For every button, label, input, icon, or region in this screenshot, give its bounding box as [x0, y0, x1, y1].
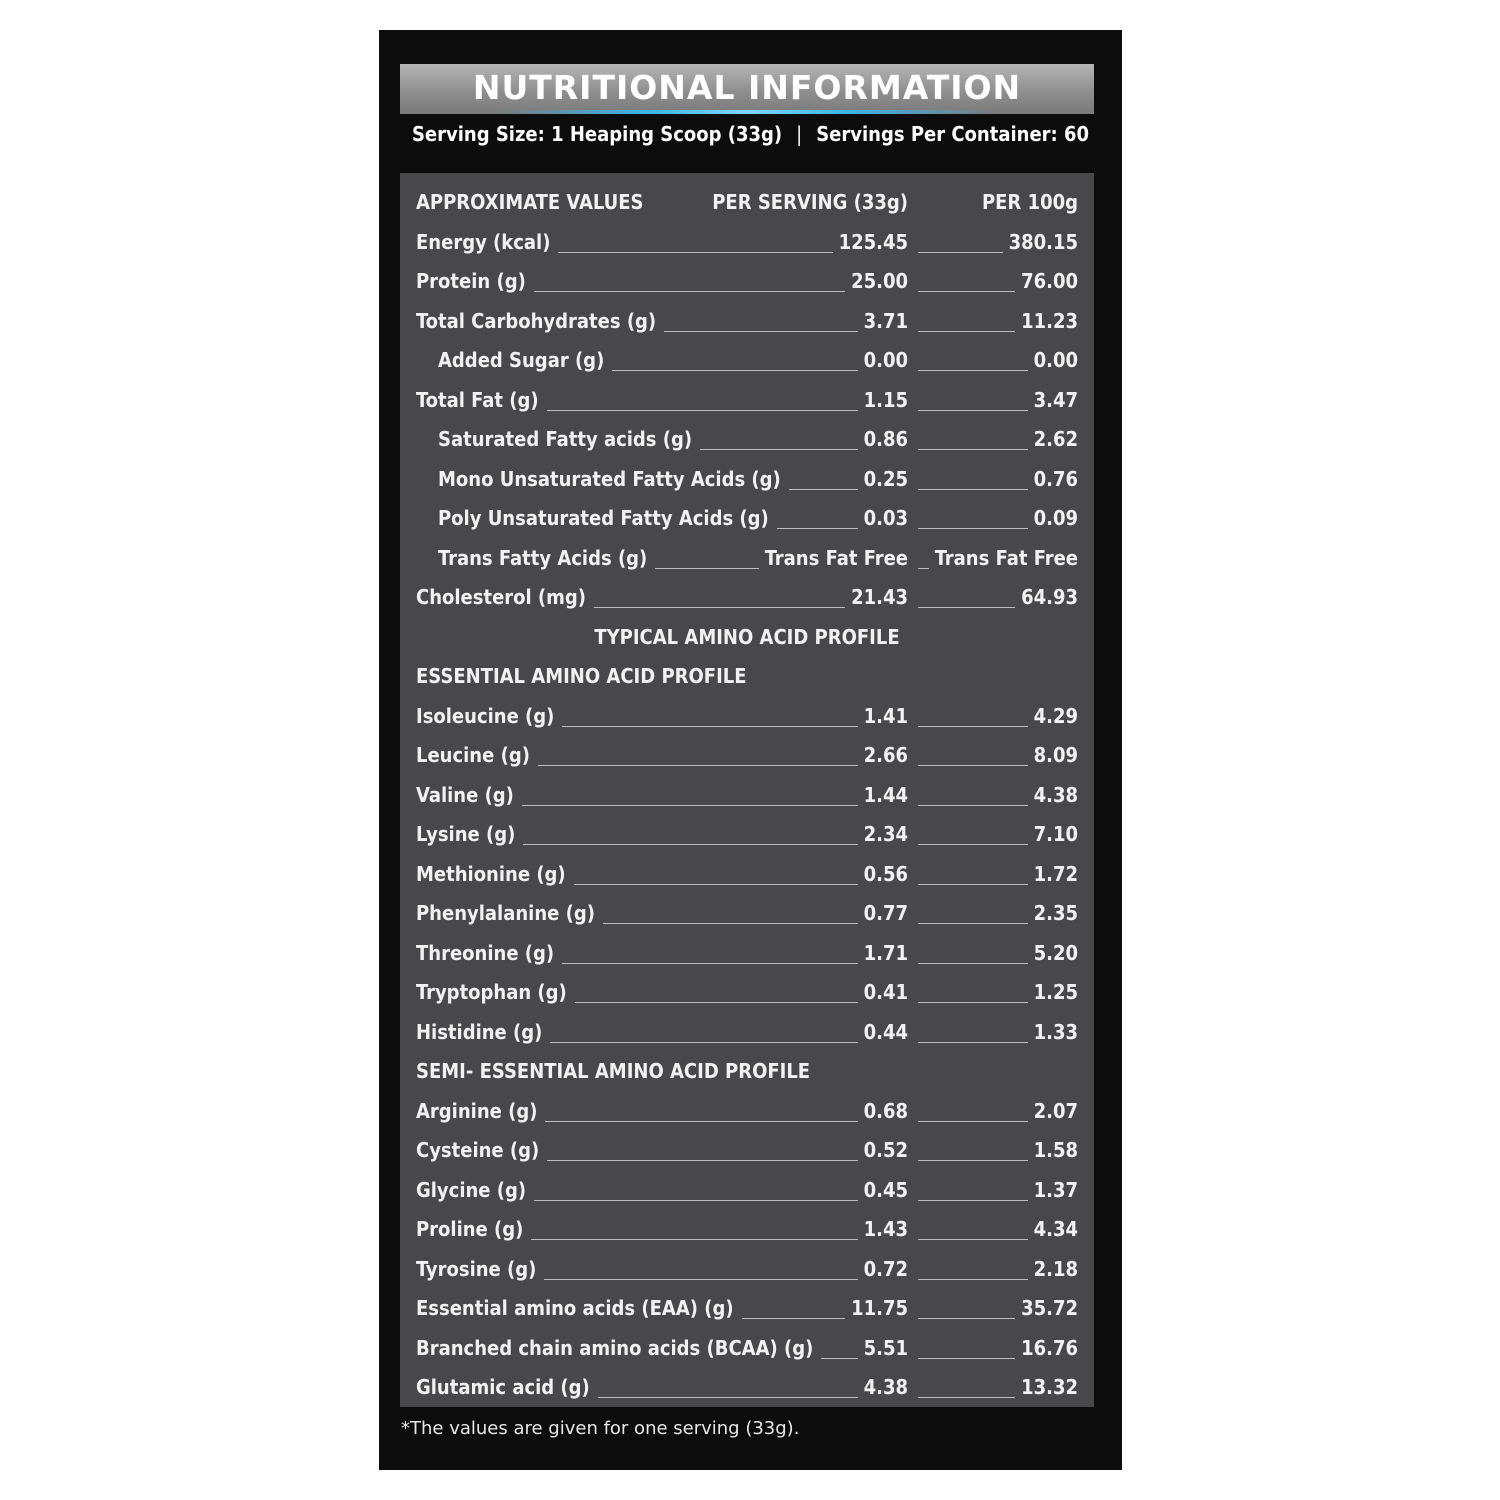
per-serving-value: 2.66 [863, 743, 908, 767]
per-100g-value: 3.47 [1033, 387, 1078, 412]
table-row [400, 1286, 1094, 1326]
nutrient-label: Total Carbohydrates (g) [416, 308, 657, 333]
leader-line [918, 1279, 1028, 1280]
leader-line [598, 1397, 858, 1398]
leader-line [918, 1121, 1028, 1122]
nutrient-label: Cysteine (g) [416, 1138, 540, 1162]
leader-line [655, 568, 758, 569]
nutrient-label: Phenylalanine (g) [416, 901, 595, 925]
nutrient-label: Saturated Fatty acids (g) [438, 427, 693, 451]
leader-line [547, 410, 858, 411]
leader-line [538, 765, 858, 766]
per-100g-value: Trans Fat Free [934, 545, 1078, 570]
nutrient-label: Protein (g) [416, 269, 526, 293]
table-row [400, 733, 1094, 773]
table-row [400, 1247, 1094, 1287]
per-serving-value: 0.68 [863, 1098, 908, 1123]
per-100g-value: 380.15 [1008, 229, 1078, 254]
per-serving-value: 0.41 [863, 980, 908, 1004]
semi-essential-section-title [400, 1049, 1094, 1089]
per-100g-value: 1.37 [1033, 1177, 1078, 1202]
table-row [400, 1128, 1094, 1168]
nutrient-label: Glycine (g) [416, 1177, 527, 1202]
leader-line [562, 963, 857, 964]
per-100g-value: 4.29 [1033, 703, 1078, 728]
leader-line [742, 1318, 846, 1319]
header-per-100g: PER 100g [981, 190, 1078, 214]
per-serving-value: 0.72 [863, 1256, 908, 1281]
per-serving-value: 1.43 [863, 1217, 908, 1241]
per-100g-value: 1.25 [1033, 980, 1078, 1004]
leader-line [918, 291, 1015, 292]
per-100g-value: 2.35 [1033, 901, 1078, 925]
nutrient-label: Cholesterol (mg) [416, 585, 587, 609]
per-100g-value: 0.76 [1033, 466, 1078, 491]
nutrient-label: Mono Unsaturated Fatty Acids (g) [438, 466, 781, 491]
table-row [400, 1365, 1094, 1405]
leader-line [522, 805, 858, 806]
header-label: APPROXIMATE VALUES [416, 190, 644, 214]
per-100g-value: 7.10 [1033, 822, 1078, 846]
leader-line [918, 449, 1028, 450]
leader-line [918, 1397, 1015, 1398]
per-serving-value: 125.45 [838, 229, 908, 254]
leader-line [550, 1042, 857, 1043]
per-100g-value: 8.09 [1033, 743, 1078, 767]
nutrient-label: Essential amino acids (EAA) (g) [416, 1296, 734, 1320]
table-row [400, 852, 1094, 892]
leader-line [918, 963, 1028, 964]
leader-line [777, 528, 858, 529]
leader-line [918, 805, 1028, 806]
page-title: NUTRITIONAL INFORMATION [472, 68, 1022, 107]
table-row [400, 417, 1094, 457]
amino-profile-title [400, 615, 1094, 655]
leader-line [918, 884, 1028, 885]
nutrient-label: Tyrosine (g) [416, 1256, 537, 1281]
serving-separator: | [796, 122, 803, 146]
per-100g-value: 35.72 [1021, 1296, 1078, 1320]
table-row [400, 970, 1094, 1010]
table-row [400, 773, 1094, 813]
nutrient-label: Tryptophan (g) [416, 980, 567, 1004]
table-row [400, 1010, 1094, 1050]
per-100g-value: 2.18 [1033, 1256, 1078, 1281]
leader-line [918, 1200, 1028, 1201]
nutrient-label: Lysine (g) [416, 822, 516, 846]
nutrition-panel [379, 30, 1122, 1470]
per-serving-value: 0.86 [863, 427, 908, 451]
essential-section-title [400, 654, 1094, 694]
table-row [400, 536, 1094, 576]
per-serving-value: 0.56 [863, 861, 908, 886]
per-serving-value: 2.34 [863, 822, 908, 846]
leader-line [534, 291, 845, 292]
serving-size: Serving Size: 1 Heaping Scoop (33g) [411, 122, 783, 146]
per-100g-value: 4.34 [1033, 1217, 1078, 1241]
leader-line [918, 607, 1015, 608]
per-100g-value: 0.09 [1033, 506, 1078, 530]
leader-line [918, 568, 929, 569]
leader-line [545, 1121, 857, 1122]
per-serving-value: 1.41 [863, 703, 908, 728]
per-100g-value: 64.93 [1021, 585, 1078, 609]
per-100g-value: 2.62 [1033, 427, 1078, 451]
leader-line [821, 1358, 857, 1359]
table-row [400, 891, 1094, 931]
leader-line [918, 726, 1028, 727]
header-per-serving: PER SERVING (33g) [712, 190, 908, 214]
leader-line [918, 331, 1015, 332]
per-100g-value: 2.07 [1033, 1098, 1078, 1123]
nutrient-label: Histidine (g) [416, 1019, 543, 1044]
leader-line [574, 884, 858, 885]
leader-line [534, 1200, 858, 1201]
leader-line [603, 923, 858, 924]
leader-line [558, 252, 832, 253]
per-serving-value: 0.03 [863, 506, 908, 530]
leader-line [664, 331, 857, 332]
leader-line [918, 765, 1028, 766]
per-serving-value: 1.15 [863, 387, 908, 412]
leader-line [918, 1239, 1028, 1240]
per-serving-value: Trans Fat Free [764, 545, 908, 570]
per-serving-value: 25.00 [851, 269, 908, 293]
per-serving-value: 0.45 [863, 1177, 908, 1202]
table-row [400, 1089, 1094, 1129]
leader-line [700, 449, 858, 450]
nutrition-table [400, 173, 1094, 1407]
nutrient-label: Total Fat (g) [416, 387, 539, 412]
per-100g-value: 16.76 [1021, 1335, 1078, 1360]
per-100g-value: 5.20 [1033, 940, 1078, 965]
leader-line [918, 410, 1028, 411]
table-row [400, 259, 1094, 299]
table-row [400, 812, 1094, 852]
nutrient-label: Threonine (g) [416, 940, 555, 965]
leader-line [918, 489, 1028, 490]
per-100g-value: 4.38 [1033, 782, 1078, 807]
nutrient-label: Valine (g) [416, 782, 514, 807]
per-100g-value: 0.00 [1033, 348, 1078, 372]
per-serving-value: 11.75 [851, 1296, 908, 1320]
nutrient-label: Added Sugar (g) [438, 348, 605, 372]
title-bar [400, 64, 1094, 114]
leader-line [918, 252, 1003, 253]
nutrient-label: Methionine (g) [416, 861, 566, 886]
leader-line [789, 489, 858, 490]
table-row [400, 694, 1094, 734]
nutrient-label: Glutamic acid (g) [416, 1375, 590, 1399]
leader-line [918, 1318, 1015, 1319]
table-row [400, 931, 1094, 971]
table-row [400, 1207, 1094, 1247]
table-row [400, 220, 1094, 260]
leader-line [918, 1160, 1028, 1161]
footnote: *The values are given for one serving (33g). [401, 1418, 800, 1439]
per-serving-value: 0.25 [863, 466, 908, 491]
leader-line [547, 1160, 857, 1161]
essential-section-title-label: ESSENTIAL AMINO ACID PROFILE [416, 664, 747, 688]
per-100g-value: 76.00 [1021, 269, 1078, 293]
nutrient-label: Trans Fatty Acids (g) [438, 545, 648, 570]
nutrient-label: Arginine (g) [416, 1098, 538, 1123]
leader-line [918, 1358, 1015, 1359]
table-row [400, 496, 1094, 536]
table-row [400, 1168, 1094, 1208]
table-row [400, 457, 1094, 497]
nutrient-label: Poly Unsaturated Fatty Acids (g) [438, 506, 769, 530]
nutrient-label: Isoleucine (g) [416, 703, 555, 728]
per-serving-value: 1.71 [863, 940, 908, 965]
semi-essential-section-title-label: SEMI- ESSENTIAL AMINO ACID PROFILE [416, 1059, 811, 1083]
leader-line [612, 370, 857, 371]
serving-info [379, 122, 1122, 146]
leader-line [531, 1239, 857, 1240]
per-serving-value: 0.77 [863, 901, 908, 925]
table-row [400, 299, 1094, 339]
per-100g-value: 1.72 [1033, 861, 1078, 886]
leader-line [918, 923, 1028, 924]
per-serving-value: 3.71 [863, 308, 908, 333]
leader-line [918, 844, 1028, 845]
per-serving-value: 4.38 [863, 1375, 908, 1399]
table-row [400, 575, 1094, 615]
table-row [400, 378, 1094, 418]
per-serving-value: 5.51 [863, 1335, 908, 1360]
leader-line [562, 726, 857, 727]
amino-profile-title-label: TYPICAL AMINO ACID PROFILE [594, 624, 900, 649]
per-serving-value: 0.52 [863, 1138, 908, 1162]
servings-per-container: Servings Per Container: 60 [816, 122, 1090, 146]
per-serving-value: 21.43 [851, 585, 908, 609]
nutrient-label: Energy (kcal) [416, 229, 551, 254]
per-100g-value: 1.33 [1033, 1019, 1078, 1044]
table-header-row [400, 180, 1094, 220]
leader-line [544, 1279, 857, 1280]
nutrient-label: Branched chain amino acids (BCAA) (g) [416, 1335, 814, 1360]
per-100g-value: 13.32 [1021, 1375, 1078, 1399]
nutrient-label: Proline (g) [416, 1217, 524, 1241]
per-serving-value: 1.44 [863, 782, 908, 807]
table-row [400, 1326, 1094, 1366]
leader-line [918, 528, 1028, 529]
per-serving-value: 0.44 [863, 1019, 908, 1044]
nutrient-label: Leucine (g) [416, 743, 530, 767]
leader-line [575, 1002, 858, 1003]
per-serving-value: 0.00 [863, 348, 908, 372]
leader-line [918, 1002, 1028, 1003]
leader-line [918, 370, 1028, 371]
leader-line [918, 1042, 1028, 1043]
per-100g-value: 1.58 [1033, 1138, 1078, 1162]
per-100g-value: 11.23 [1021, 308, 1078, 333]
leader-line [594, 607, 845, 608]
leader-line [523, 844, 857, 845]
table-row [400, 338, 1094, 378]
